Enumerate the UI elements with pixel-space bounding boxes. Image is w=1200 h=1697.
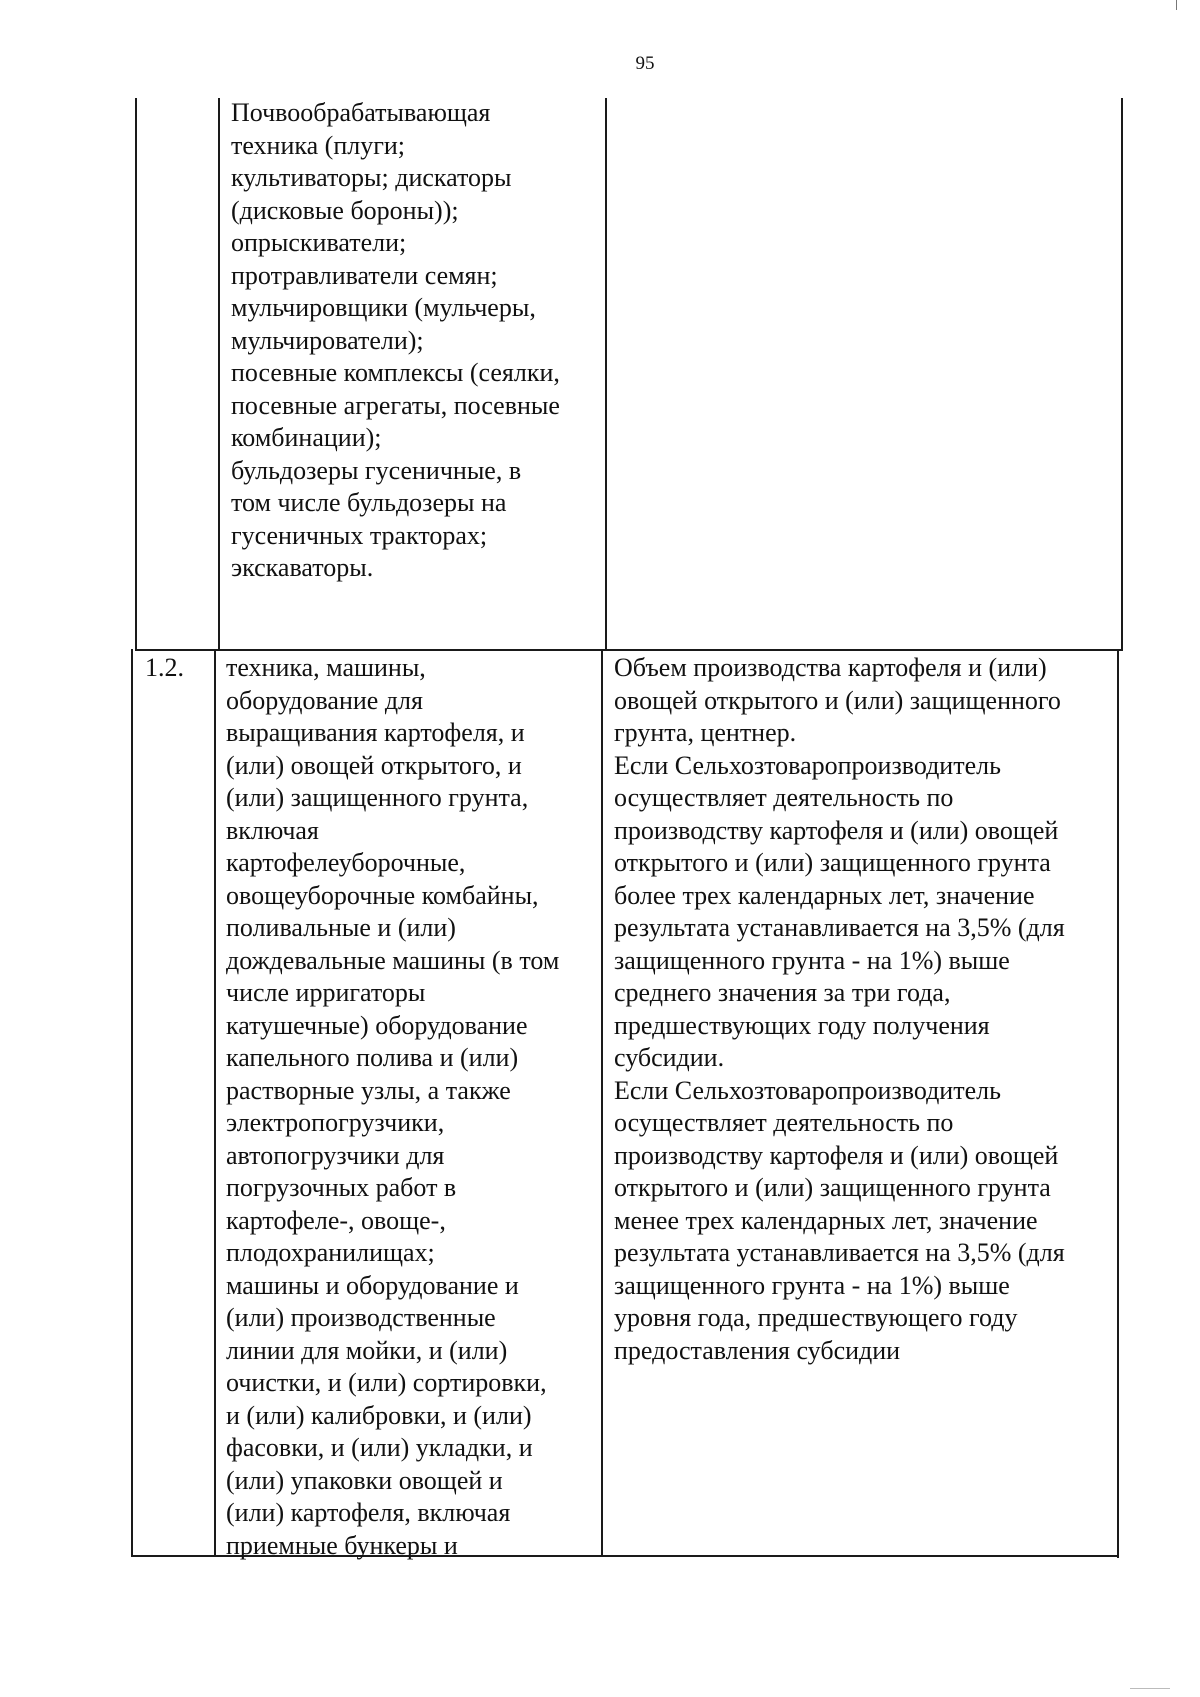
scan-mark-top	[1176, 0, 1177, 10]
row-2-equipment: техника, машины, оборудование для выращивания картофеля, и (или) овощей открытого, и (или) защищенного грунта, включая картофелеуборочные, овощеуборочные комбайны, поливальные и (или) дождевальные машины (в том числе ирригаторы катушечные) оборудование капельного полива и (или) растворные узлы, а также электропогрузчики, автопогрузчики для погрузочных работ в картофеле-, овоще-, плодохранилищах; машины и оборудование и (или) производственные линии для мойки, и (или) очистки, и (или) сортировки, и (или) калибровки, и (или) фасовки, и (или) укладки, и (или) упаковки овощей и (или) картофеля, включая приемные бункеры и	[226, 653, 560, 1560]
table-border-col1-upper	[218, 98, 220, 650]
table-border-left-lower	[131, 649, 133, 1556]
table-border-col2-lower	[601, 649, 603, 1556]
scan-mark-bottom	[1130, 1688, 1170, 1689]
row-2-result: Объем производства картофеля и (или) овощей открытого и (или) защищенного грунта, центнер. Если Сельхозтоваропроизводитель осуществляет деятельность по производству картофеля и (или) овощей открытого и (или) защищенного грунта более трех календарных лет, значение результата устанавливается на 3,5% (для защищенного грунта - на 1%) выше среднего значения за три года, предшествующих году получения субсидии. Если Сельхозтоваропроизводитель осуществляет деятельность по производству картофеля и (или) овощей открытого и (или) защищенного грунта менее трех календарных лет, значение результата устанавливается на 3,5% (для защищенного грунта - на 1%) выше уровня года, предшествующего году предоставления субсидии	[614, 653, 1065, 1365]
page-number: 95	[635, 53, 655, 74]
table-border-col2-upper	[605, 98, 607, 650]
table-border-col1-lower	[214, 649, 216, 1556]
row-2-number: 1.2.	[145, 653, 184, 682]
table-border-right-upper	[1121, 98, 1123, 650]
table-row-divider	[135, 649, 1123, 651]
row-1-equipment: Почвообрабатывающая техника (плуги; культиваторы; дискаторы (дисковые бороны)); опрыскиватели; протравливатели семян; мульчировщики (мульчеры, мульчирователи); посевные комплексы (сеялки, посевные агрегаты, посевные комбинации); бульдозеры гусеничные, в том числе бульдозеры на гусеничных тракторах; экскаваторы.	[231, 98, 560, 582]
table-border-left-upper	[135, 98, 137, 650]
